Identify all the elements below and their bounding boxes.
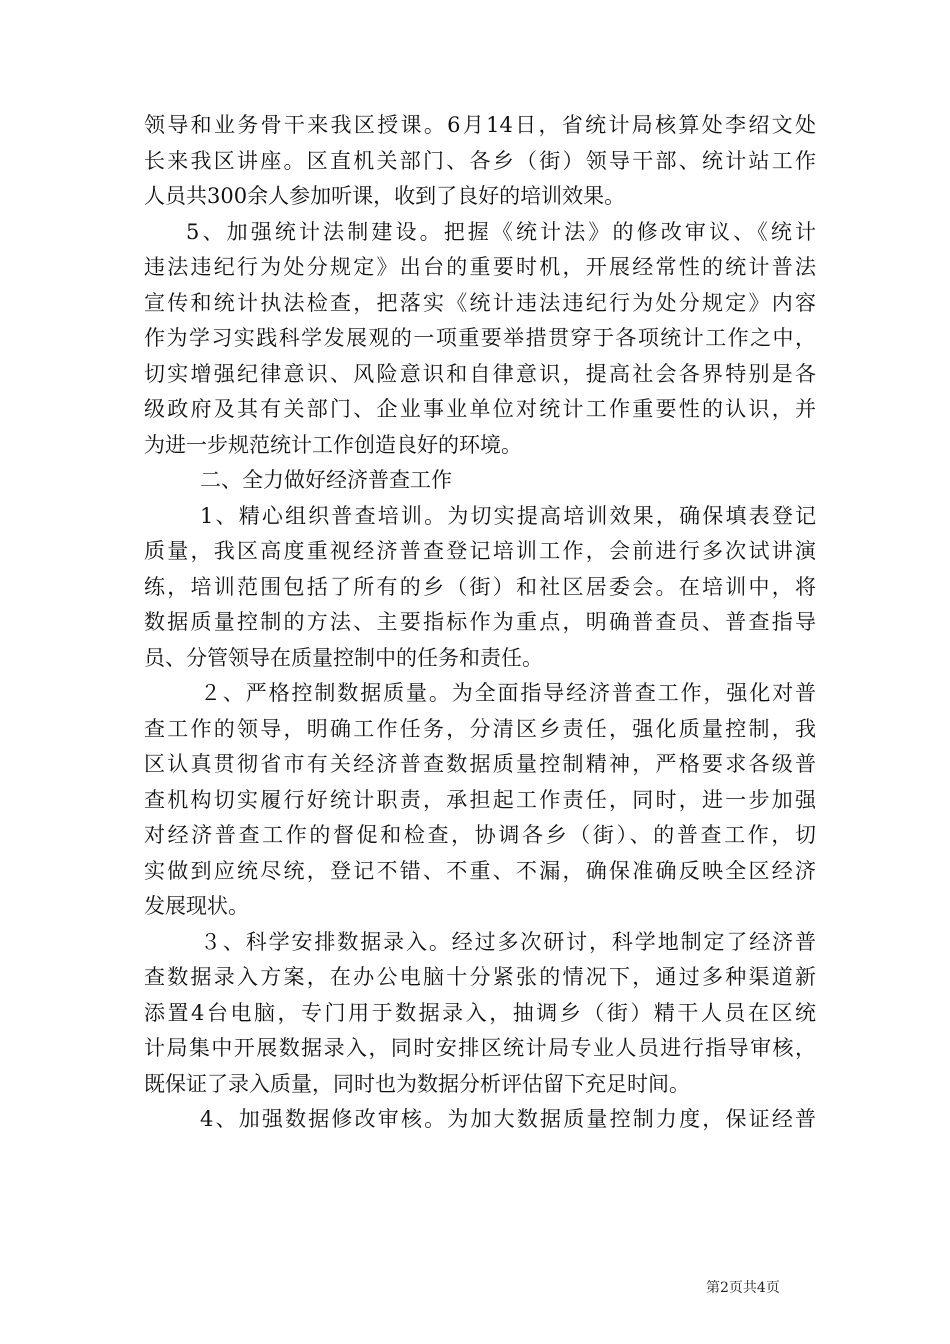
text-line: 4、加强数据修改审核。为加大数据质量控制力度，保证经普 (200, 1107, 816, 1131)
text-line: 长来我区讲座。区直机关部门、各乡（街）领导干部、统计站工作 (144, 148, 816, 173)
text-line: 查机构切实履行好统计职责，承担起工作责任，同时，进一步加强 (144, 787, 816, 812)
text-line: 查数据录入方案，在办公电脑十分紧张的情况下，通过多种渠道新 (144, 965, 816, 989)
text-line: 对经济普查工作的督促和检查，协调各乡（街）、的普查工作，切 (144, 823, 816, 847)
text-line: 1、精心组织普查培训。为切实提高培训效果，确保填表登记 (200, 503, 816, 528)
text-line: 发展现状。 (144, 894, 249, 918)
text-line: 5、加强统计法制建设。把握《统计法》的修改审议、《统计 (186, 219, 816, 244)
text-line: 质量，我区高度重视经济普查登记培训工作，会前进行多次试讲演 (144, 539, 816, 563)
text-line: 计局集中开展数据录入，同时安排区统计局专业人员进行指导审核， (144, 1036, 816, 1060)
text-line: 为进一步规范统计工作创造良好的环境。 (144, 432, 522, 457)
text-line: 人员共300余人参加听课，收到了良好的培训效果。 (144, 184, 626, 208)
text-line: ３、科学安排数据录入。经过多次研讨，科学地制定了经济普 (200, 929, 816, 954)
text-line: 添置4台电脑，专门用于数据录入，抽调乡（街）精干人员在区统 (144, 1000, 816, 1025)
text-line: 区认真贯彻省市有关经济普查数据质量控制精神，严格要求各级普 (144, 752, 816, 776)
text-line: 练，培训范围包括了所有的乡（街）和社区居委会。在培训中，将 (144, 574, 816, 599)
text-line: 既保证了录入质量，同时也为数据分析评估留下充足时间。 (144, 1071, 690, 1096)
text-line: 实做到应统尽统，登记不错、不重、不漏，确保准确反映全区经济 (144, 858, 816, 883)
text-line: 员、分管领导在质量控制中的任务和责任。 (144, 645, 543, 670)
page-number: 第2页共4页 (706, 1280, 780, 1296)
text-line: 切实增强纪律意识、风险意识和自律意识，提高社会各界特别是各 (144, 361, 816, 386)
text-line: 作为学习实践科学发展观的一项重要举措贯穿于各项统计工作之中， (144, 326, 816, 350)
text-line: 数据质量控制的方法、主要指标作为重点，明确普查员、普查指导 (144, 610, 816, 634)
document-body (144, 108, 816, 1138)
text-line: 违法违纪行为处分规定》出台的重要时机，开展经常性的统计普法 (144, 255, 816, 279)
text-line: 级政府及其有关部门、企业事业单位对统计工作重要性的认识，并 (144, 397, 816, 421)
text-line: 宣传和统计执法检查，把落实《统计违法违纪行为处分规定》内容 (144, 290, 816, 315)
text-line: 查工作的领导，明确工作任务，分清区乡责任，强化质量控制，我 (144, 716, 816, 741)
text-line: 领导和业务骨干来我区授课。6月14日，省统计局核算处李绍文处 (144, 113, 816, 137)
text-line: ２、严格控制数据质量。为全面指导经济普查工作，强化对普 (200, 681, 816, 705)
section-heading: 二、全力做好经济普查工作 (200, 468, 452, 492)
